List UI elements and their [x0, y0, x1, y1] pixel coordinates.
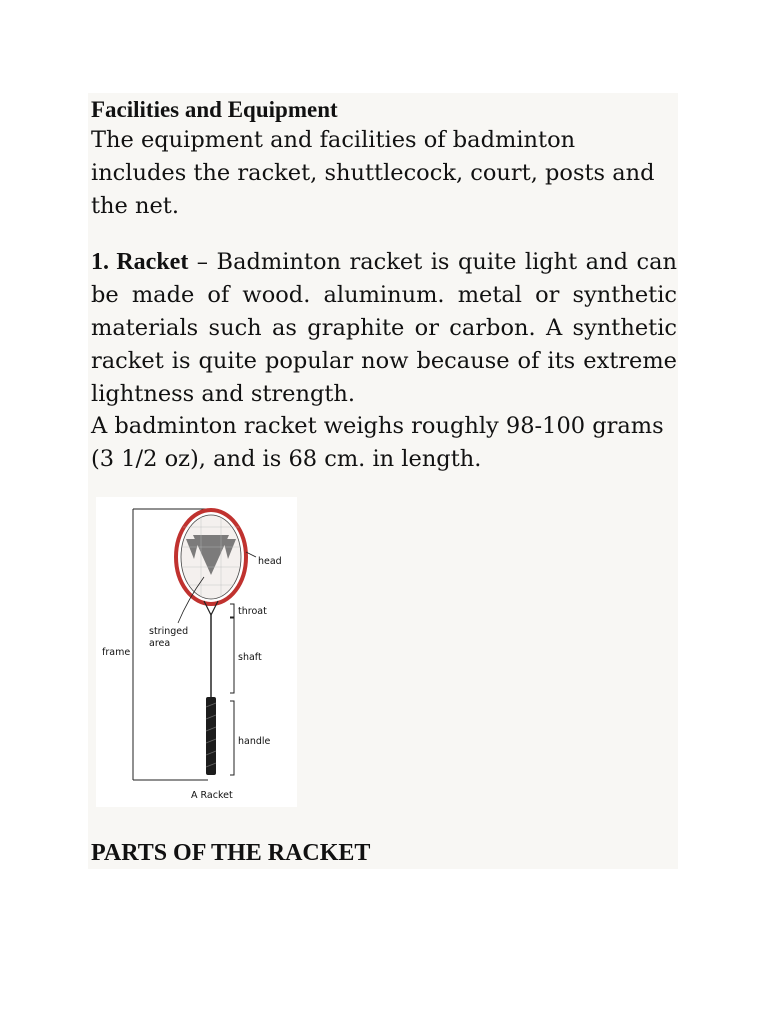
section-heading: Facilities and Equipment — [91, 97, 338, 122]
racket-diagram — [96, 497, 297, 807]
label-stringed: stringed — [149, 626, 189, 637]
label-area: area — [149, 638, 171, 649]
racket-weight-paragraph: A badminton racket weighs roughly 98-100 grams (3 1/2 oz), and is 68 cm. in length. — [91, 413, 664, 472]
label-shaft: shaft — [238, 652, 262, 663]
racket-separator: – — [188, 249, 217, 275]
racket-handle — [206, 697, 216, 775]
label-throat: throat — [238, 606, 267, 617]
parts-heading: PARTS OF THE RACKET — [91, 840, 371, 866]
racket-head — [176, 510, 246, 604]
right-brackets — [230, 604, 234, 775]
racket-label: 1. Racket — [91, 249, 189, 275]
label-head: head — [258, 556, 282, 567]
label-frame: frame — [102, 647, 131, 658]
racket-paragraph — [91, 246, 677, 411]
label-handle: handle — [238, 736, 271, 747]
racket-description: Badminton racket is quite light and can be made of wood. aluminum. metal or synthetic materials such as graphite or carbon. A synthetic racket is quite popular now because of its extreme lightness and strength. — [91, 249, 677, 407]
figure-caption: A Racket — [191, 790, 233, 801]
intro-paragraph: The equipment and facilities of badminton includes the racket, shuttlecock, court, posts and the net. — [91, 127, 655, 219]
